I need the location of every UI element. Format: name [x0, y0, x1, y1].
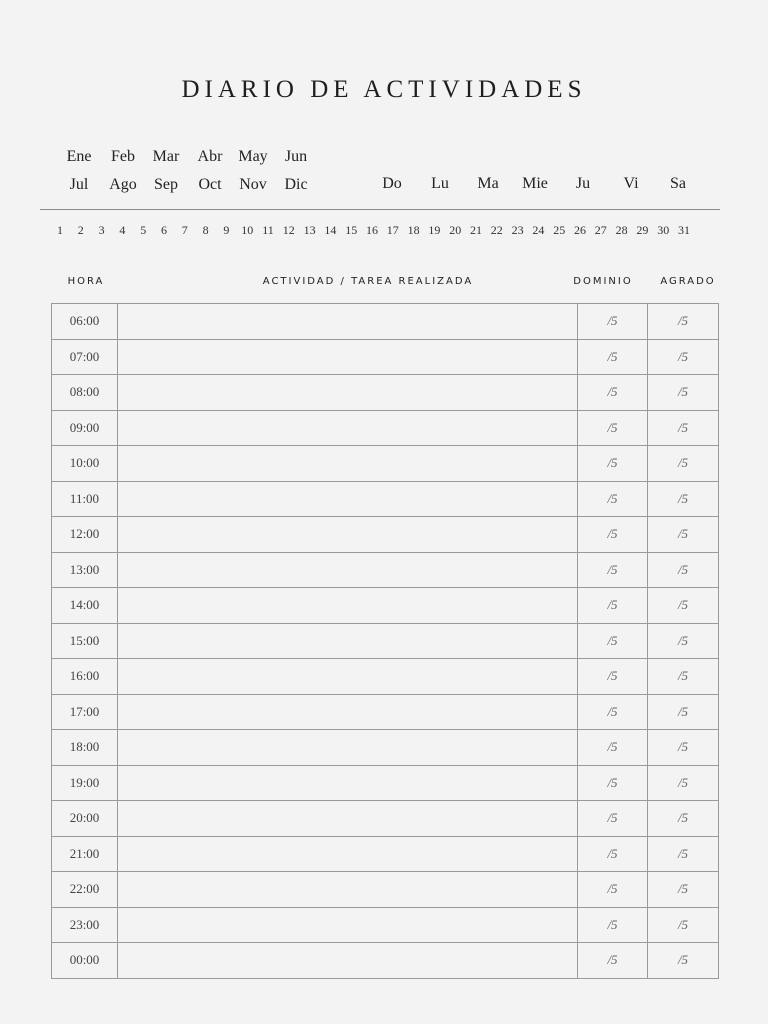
- activity-cell[interactable]: [118, 801, 578, 837]
- day-22[interactable]: 22: [490, 223, 503, 237]
- activity-cell[interactable]: [118, 588, 578, 624]
- day-3[interactable]: 3: [98, 223, 105, 237]
- agrado-score-cell[interactable]: /5: [648, 730, 719, 766]
- dominio-score-cell[interactable]: /5: [578, 623, 648, 659]
- day-26[interactable]: 26: [574, 223, 586, 237]
- dominio-score-cell[interactable]: /5: [578, 943, 648, 979]
- table-row: [52, 730, 719, 766]
- table-row: [52, 943, 719, 979]
- day-8[interactable]: 8: [202, 223, 209, 237]
- day-10[interactable]: 10: [241, 223, 254, 237]
- table-row: [52, 446, 719, 482]
- hour-cell: 07:00: [52, 339, 118, 375]
- dominio-score-cell[interactable]: /5: [578, 659, 648, 695]
- table-row: [52, 659, 719, 695]
- hour-cell: 21:00: [52, 836, 118, 872]
- agrado-score-cell[interactable]: /5: [648, 552, 719, 588]
- table-row: [52, 694, 719, 730]
- hour-cell: 08:00: [52, 375, 118, 411]
- day-25[interactable]: 25: [553, 223, 566, 237]
- hour-cell: 00:00: [52, 943, 118, 979]
- day-11[interactable]: 11: [262, 223, 274, 237]
- activity-cell[interactable]: [118, 765, 578, 801]
- activity-cell[interactable]: [118, 907, 578, 943]
- hour-cell: 15:00: [52, 623, 118, 659]
- hour-cell: 10:00: [52, 446, 118, 482]
- divider: [40, 209, 720, 210]
- agrado-score-cell[interactable]: /5: [648, 872, 719, 908]
- activity-cell[interactable]: [118, 872, 578, 908]
- agrado-score-cell[interactable]: /5: [648, 694, 719, 730]
- agrado-score-cell[interactable]: /5: [648, 801, 719, 837]
- month-2-3[interactable]: Oct: [198, 176, 222, 193]
- agrado-score-cell[interactable]: /5: [648, 765, 719, 801]
- agrado-score-cell[interactable]: /5: [648, 907, 719, 943]
- weekday-1[interactable]: Lu: [431, 175, 449, 192]
- hour-cell: 23:00: [52, 907, 118, 943]
- day-13[interactable]: 13: [303, 223, 316, 237]
- hour-cell: 22:00: [52, 872, 118, 908]
- hour-cell: 17:00: [52, 694, 118, 730]
- hour-cell: 18:00: [52, 730, 118, 766]
- dominio-score-cell[interactable]: /5: [578, 872, 648, 908]
- activity-cell[interactable]: [118, 410, 578, 446]
- day-1[interactable]: 1: [57, 223, 63, 237]
- dominio-score-cell[interactable]: /5: [578, 410, 648, 446]
- month-1-2[interactable]: Mar: [152, 148, 180, 165]
- hour-cell: 09:00: [52, 410, 118, 446]
- dominio-score-cell[interactable]: /5: [578, 801, 648, 837]
- day-18[interactable]: 18: [407, 223, 420, 237]
- dominio-score-cell[interactable]: /5: [578, 765, 648, 801]
- day-17[interactable]: 17: [386, 223, 399, 237]
- month-2-5[interactable]: Dic: [284, 176, 308, 193]
- agrado-score-cell[interactable]: /5: [648, 517, 719, 553]
- day-30[interactable]: 30: [657, 223, 670, 237]
- dominio-score-cell[interactable]: /5: [578, 481, 648, 517]
- hour-cell: 14:00: [52, 588, 118, 624]
- table-row: [52, 552, 719, 588]
- day-23[interactable]: 23: [511, 223, 524, 237]
- table-row: [52, 481, 719, 517]
- activity-cell[interactable]: [118, 304, 578, 340]
- activity-cell[interactable]: [118, 694, 578, 730]
- day-28[interactable]: 28: [615, 223, 628, 237]
- agrado-score-cell[interactable]: /5: [648, 410, 719, 446]
- day-15[interactable]: 15: [345, 223, 358, 237]
- table-row: [52, 872, 719, 908]
- weekday-5[interactable]: Vi: [623, 175, 639, 192]
- column-header-dominio: DOMINIO: [573, 276, 633, 287]
- column-header-hora: HORA: [67, 276, 105, 287]
- weekday-3[interactable]: Mie: [522, 175, 548, 192]
- agrado-score-cell[interactable]: /5: [648, 623, 719, 659]
- agrado-score-cell[interactable]: /5: [648, 943, 719, 979]
- weekday-6[interactable]: Sa: [670, 175, 686, 192]
- month-1-1[interactable]: Feb: [111, 148, 135, 165]
- day-14[interactable]: 14: [324, 223, 337, 237]
- day-19[interactable]: 19: [428, 223, 441, 237]
- table-row: [52, 517, 719, 553]
- day-29[interactable]: 29: [636, 223, 649, 237]
- day-5[interactable]: 5: [140, 223, 147, 237]
- month-2-2[interactable]: Sep: [154, 176, 178, 193]
- hour-cell: 16:00: [52, 659, 118, 695]
- dominio-score-cell[interactable]: /5: [578, 446, 648, 482]
- agrado-score-cell[interactable]: /5: [648, 659, 719, 695]
- agrado-score-cell[interactable]: /5: [648, 481, 719, 517]
- day-31[interactable]: 31: [678, 223, 690, 237]
- day-6[interactable]: 6: [161, 223, 167, 237]
- activity-cell[interactable]: [118, 446, 578, 482]
- table-row: [52, 907, 719, 943]
- month-2-4[interactable]: Nov: [239, 176, 267, 193]
- month-1-3[interactable]: Abr: [197, 148, 223, 165]
- activity-log-table: [51, 303, 719, 979]
- day-9[interactable]: 9: [223, 223, 230, 237]
- hour-cell: 13:00: [52, 552, 118, 588]
- activity-cell[interactable]: [118, 517, 578, 553]
- table-row: [52, 375, 719, 411]
- dominio-score-cell[interactable]: /5: [578, 694, 648, 730]
- day-21[interactable]: 21: [470, 223, 482, 237]
- month-1-5[interactable]: Jun: [284, 148, 308, 165]
- activity-cell[interactable]: [118, 481, 578, 517]
- column-header-agrado: AGRADO: [660, 276, 716, 287]
- agrado-score-cell[interactable]: /5: [648, 339, 719, 375]
- hour-cell: 11:00: [52, 481, 118, 517]
- weekday-2[interactable]: Ma: [477, 175, 499, 192]
- agrado-score-cell[interactable]: /5: [648, 836, 719, 872]
- agrado-score-cell[interactable]: /5: [648, 446, 719, 482]
- column-header-actividad: ACTIVIDAD / TAREA REALIZADA: [262, 276, 474, 287]
- table-row: [52, 765, 719, 801]
- activity-cell[interactable]: [118, 943, 578, 979]
- dominio-score-cell[interactable]: /5: [578, 339, 648, 375]
- day-24[interactable]: 24: [532, 223, 545, 237]
- weekday-0[interactable]: Do: [382, 175, 402, 192]
- table-row: [52, 836, 719, 872]
- hour-cell: 19:00: [52, 765, 118, 801]
- activity-cell[interactable]: [118, 339, 578, 375]
- activity-cell[interactable]: [118, 659, 578, 695]
- table-row: [52, 801, 719, 837]
- table-row: [52, 304, 719, 340]
- weekday-4[interactable]: Ju: [575, 175, 591, 192]
- month-1-0[interactable]: Ene: [66, 148, 92, 165]
- agrado-score-cell[interactable]: /5: [648, 588, 719, 624]
- dominio-score-cell[interactable]: /5: [578, 588, 648, 624]
- dominio-score-cell[interactable]: /5: [578, 517, 648, 553]
- activity-cell[interactable]: [118, 730, 578, 766]
- page-title: DIARIO DE ACTIVIDADES: [181, 76, 587, 103]
- month-2-1[interactable]: Ago: [109, 176, 137, 193]
- dominio-score-cell[interactable]: /5: [578, 375, 648, 411]
- dominio-score-cell[interactable]: /5: [578, 552, 648, 588]
- activity-cell[interactable]: [118, 836, 578, 872]
- activity-cell[interactable]: [118, 375, 578, 411]
- dominio-score-cell[interactable]: /5: [578, 836, 648, 872]
- agrado-score-cell[interactable]: /5: [648, 304, 719, 340]
- dominio-score-cell[interactable]: /5: [578, 907, 648, 943]
- day-20[interactable]: 20: [449, 223, 462, 237]
- table-row: [52, 623, 719, 659]
- day-2[interactable]: 2: [77, 223, 84, 237]
- day-7[interactable]: 7: [181, 223, 188, 237]
- dominio-score-cell[interactable]: /5: [578, 304, 648, 340]
- activity-cell[interactable]: [118, 623, 578, 659]
- month-1-4[interactable]: May: [238, 148, 268, 165]
- activity-cell[interactable]: [118, 552, 578, 588]
- table-row: [52, 588, 719, 624]
- month-2-0[interactable]: Jul: [69, 176, 89, 193]
- day-4[interactable]: 4: [119, 223, 126, 237]
- table-row: [52, 410, 719, 446]
- hour-cell: 12:00: [52, 517, 118, 553]
- hour-cell: 06:00: [52, 304, 118, 340]
- hour-cell: 20:00: [52, 801, 118, 837]
- day-12[interactable]: 12: [282, 223, 295, 237]
- day-27[interactable]: 27: [594, 223, 607, 237]
- table-row: [52, 339, 719, 375]
- agrado-score-cell[interactable]: /5: [648, 375, 719, 411]
- day-16[interactable]: 16: [366, 223, 378, 237]
- dominio-score-cell[interactable]: /5: [578, 730, 648, 766]
